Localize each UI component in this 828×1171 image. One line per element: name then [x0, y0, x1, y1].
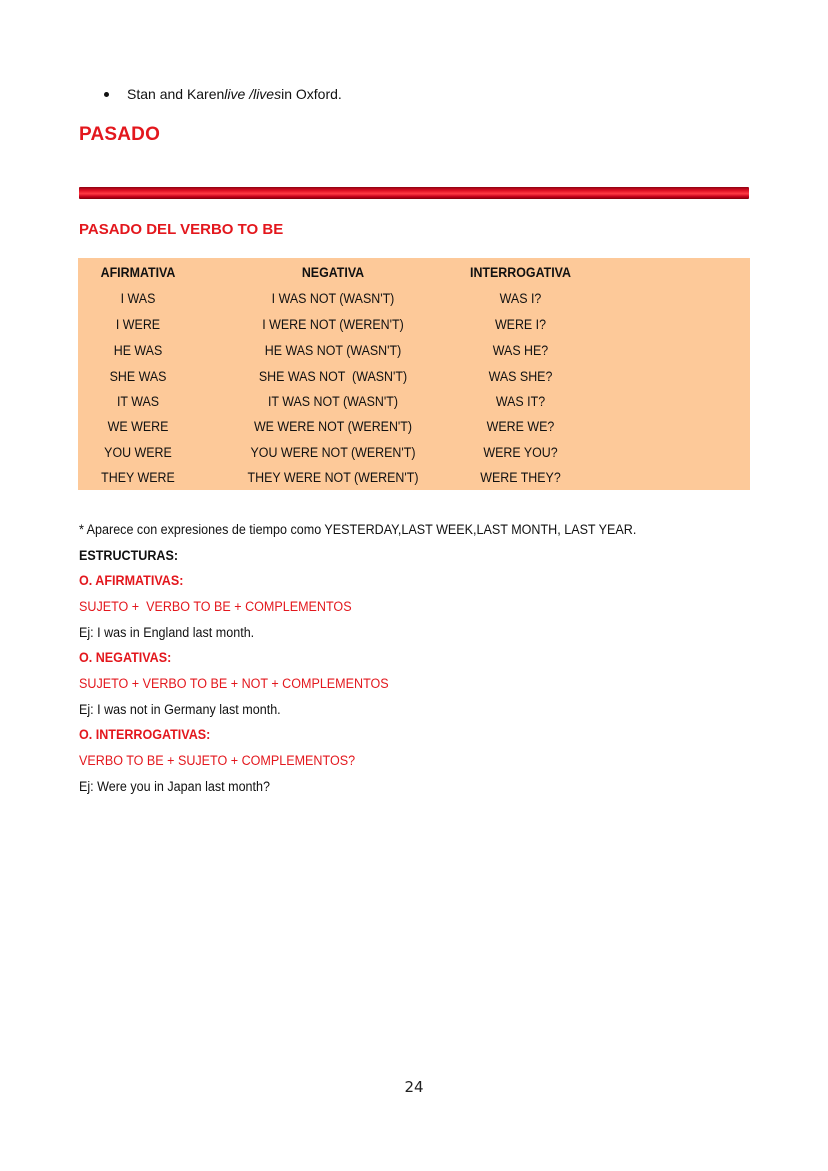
table-row	[78, 312, 750, 338]
table-row	[78, 440, 750, 466]
section-heading-pasado: PASADO	[79, 124, 161, 145]
table-cell: HE WAS	[113, 343, 163, 358]
table-cell: WAS I?	[499, 291, 542, 306]
table-cell: WE WERE	[107, 419, 169, 434]
negativas-formula: SUJETO + VERBO TO BE + NOT + COMPLEMENTOS	[79, 676, 389, 691]
afirmativas-formula: SUJETO + VERBO TO BE + COMPLEMENTOS	[79, 599, 352, 614]
page-number: 24	[404, 1078, 424, 1096]
estructuras-heading: ESTRUCTURAS:	[79, 548, 179, 563]
verb-table	[78, 258, 750, 490]
table-row	[78, 389, 750, 415]
table-row	[78, 364, 750, 390]
table-cell: WE WERE NOT (WEREN'T)	[253, 419, 413, 434]
table-cell: WERE THEY?	[480, 470, 561, 485]
table-cell: SHE WAS NOT (WASN'T)	[258, 369, 408, 384]
table-cell: THEY WERE	[101, 470, 175, 485]
table-cell: HE WAS NOT (WASN'T)	[264, 343, 402, 358]
bullet-text-prefix: Stan and Karen	[127, 86, 225, 102]
table-cell: WAS SHE?	[488, 369, 553, 384]
table-row	[78, 414, 750, 440]
table-cell: YOU WERE NOT (WEREN'T)	[250, 445, 416, 460]
table-cell: I WAS	[120, 291, 156, 306]
table-cell: WAS IT?	[495, 394, 546, 409]
red-divider	[79, 187, 749, 199]
table-cell: WERE YOU?	[483, 445, 558, 460]
negativas-example: Ej: I was not in Germany last month.	[79, 702, 281, 717]
interrogativas-title: O. INTERROGATIVAS:	[79, 727, 211, 742]
table-header-interrogativa: INTERROGATIVA	[470, 265, 571, 280]
table-cell: WAS HE?	[492, 343, 549, 358]
table-cell: I WAS NOT (WASN'T)	[271, 291, 395, 306]
table-cell: IT WAS NOT (WASN'T)	[267, 394, 399, 409]
table-header-afirmativa: AFIRMATIVA	[100, 265, 176, 280]
table-cell: IT WAS	[116, 394, 160, 409]
table-cell: SHE WAS	[109, 369, 167, 384]
table-header-negativa: NEGATIVA	[301, 265, 365, 280]
table-cell: WERE I?	[494, 317, 547, 332]
negativas-title: O. NEGATIVAS:	[79, 650, 172, 665]
interrogativas-example: Ej: Were you in Japan last month?	[79, 779, 270, 794]
bullet-item	[104, 86, 342, 102]
interrogativas-formula: VERBO TO BE + SUJETO + COMPLEMENTOS?	[79, 753, 356, 768]
afirmativas-example: Ej: I was in England last month.	[79, 625, 255, 640]
bullet-icon	[104, 92, 109, 97]
table-row	[78, 286, 750, 312]
table-header-row	[78, 260, 750, 286]
bullet-text-italic: live /lives	[224, 86, 282, 102]
table-cell: WERE WE?	[486, 419, 555, 434]
subheading-verbo-to-be: PASADO DEL VERBO TO BE	[79, 221, 284, 238]
bullet-text-suffix: in Oxford.	[281, 86, 342, 102]
table-row	[78, 465, 750, 491]
table-row	[78, 338, 750, 364]
table-cell: YOU WERE	[104, 445, 172, 460]
time-expressions-note: * Aparece con expresiones de tiempo como YESTERDAY,LAST WEEK,LAST MONTH, LAST YEAR.	[79, 522, 637, 537]
table-cell: I WERE NOT (WEREN'T)	[262, 317, 404, 332]
table-cell: I WERE	[115, 317, 161, 332]
table-cell: THEY WERE NOT (WEREN'T)	[247, 470, 419, 485]
afirmativas-title: O. AFIRMATIVAS:	[79, 573, 184, 588]
